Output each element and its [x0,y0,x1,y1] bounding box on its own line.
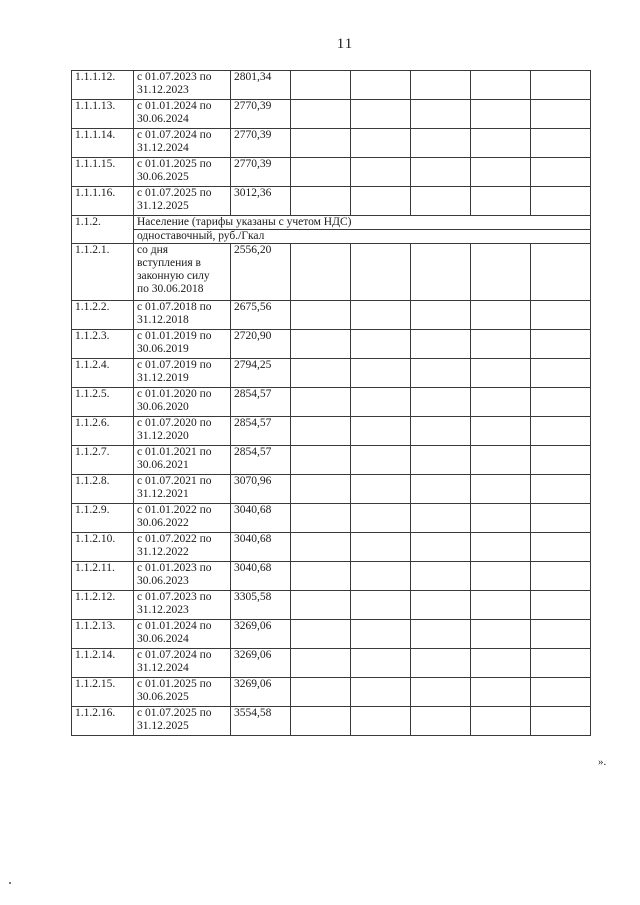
row-value: 3269,06 [231,649,291,678]
empty-cell [471,244,531,301]
row-code: 1.1.1.12. [72,71,134,100]
row-value: 3269,06 [231,620,291,649]
row-period [134,620,231,649]
empty-cell [471,533,531,562]
empty-cell [531,244,591,301]
row-value: 3040,68 [231,533,291,562]
row-code: 1.1.2.15. [72,678,134,707]
empty-cell [471,71,531,100]
empty-cell [351,620,411,649]
empty-cell [291,504,351,533]
empty-cell [531,649,591,678]
row-period [134,446,231,475]
empty-cell [531,100,591,129]
empty-cell [531,678,591,707]
empty-cell [411,475,471,504]
empty-cell [351,649,411,678]
table-row [72,562,591,591]
empty-cell [471,562,531,591]
section-code: 1.1.2. [72,216,134,244]
period-line: с 01.01.2023 по [137,562,212,574]
period-line: законную силу [137,270,210,282]
empty-cell [291,649,351,678]
row-code: 1.1.2.5. [72,388,134,417]
empty-cell [351,678,411,707]
empty-cell [531,129,591,158]
empty-cell [411,562,471,591]
empty-cell [471,301,531,330]
empty-cell [291,301,351,330]
period-line: 31.12.2023 [137,604,189,616]
table-row [72,158,591,187]
empty-cell [531,71,591,100]
empty-cell [531,504,591,533]
period-line: 30.06.2022 [137,517,189,529]
table-row [72,71,591,100]
row-code: 1.1.1.16. [72,187,134,216]
empty-cell [291,187,351,216]
empty-cell [531,707,591,736]
empty-cell [351,562,411,591]
period-line: с 01.01.2025 по [137,158,212,170]
row-value: 2556,20 [231,244,291,301]
empty-cell [471,187,531,216]
empty-cell [471,330,531,359]
page-number: 11 [336,36,354,52]
period-line: 31.12.2018 [137,314,189,326]
row-code: 1.1.1.14. [72,129,134,158]
empty-cell [411,417,471,446]
row-value: 2720,90 [231,330,291,359]
empty-cell [411,504,471,533]
empty-cell [471,446,531,475]
period-line: 30.06.2020 [137,401,189,413]
period-line: 30.06.2024 [137,633,189,645]
empty-cell [291,562,351,591]
row-value: 2794,25 [231,359,291,388]
empty-cell [531,359,591,388]
row-code: 1.1.2.1. [72,244,134,301]
period-line: 31.12.2019 [137,372,189,384]
period-line: с 01.01.2025 по [137,678,212,690]
empty-cell [471,678,531,707]
empty-cell [291,330,351,359]
empty-cell [351,330,411,359]
empty-cell [351,591,411,620]
table-row [72,187,591,216]
period-line: по 30.06.2018 [137,283,204,295]
empty-cell [531,417,591,446]
period-line: с 01.07.2018 по [137,301,212,313]
row-code: 1.1.1.15. [72,158,134,187]
empty-cell [411,187,471,216]
period-line: 30.06.2024 [137,113,189,125]
empty-cell [351,446,411,475]
period-line: 30.06.2019 [137,343,189,355]
row-period [134,330,231,359]
period-line: с 01.07.2023 по [137,71,212,83]
empty-cell [291,678,351,707]
empty-cell [471,504,531,533]
row-period [134,533,231,562]
row-period [134,158,231,187]
row-value: 2770,39 [231,129,291,158]
empty-cell [411,649,471,678]
row-period [134,591,231,620]
row-period [134,707,231,736]
empty-cell [531,591,591,620]
row-code: 1.1.2.4. [72,359,134,388]
empty-cell [351,533,411,562]
period-line: 30.06.2025 [137,691,189,703]
period-line: вступления в [137,257,201,269]
empty-cell [351,417,411,446]
tariff-table [71,70,591,736]
empty-cell [351,71,411,100]
section-subheader-row [72,230,591,244]
empty-cell [531,446,591,475]
row-code: 1.1.2.8. [72,475,134,504]
period-line: с 01.01.2022 по [137,504,212,516]
table-row [72,359,591,388]
period-line: 31.12.2022 [137,546,189,558]
row-value: 3070,96 [231,475,291,504]
table-row [72,100,591,129]
row-period [134,649,231,678]
row-period [134,244,231,301]
empty-cell [471,591,531,620]
empty-cell [291,158,351,187]
table-row [72,388,591,417]
table-row [72,649,591,678]
period-line: 31.12.2021 [137,488,189,500]
row-value: 3040,68 [231,504,291,533]
period-line: с 01.07.2022 по [137,533,212,545]
closing-quote-mark: ». [598,756,607,768]
row-code: 1.1.2.10. [72,533,134,562]
table-row [72,446,591,475]
row-code: 1.1.1.13. [72,100,134,129]
empty-cell [291,533,351,562]
row-code: 1.1.2.13. [72,620,134,649]
row-value: 2770,39 [231,158,291,187]
row-period [134,504,231,533]
empty-cell [351,158,411,187]
section-title: Население (тарифы указаны с учетом НДС) [134,216,591,230]
empty-cell [411,678,471,707]
row-period [134,678,231,707]
row-value: 2854,57 [231,388,291,417]
table-row [72,678,591,707]
empty-cell [411,707,471,736]
table-row [72,244,591,301]
row-code: 1.1.2.6. [72,417,134,446]
row-period [134,100,231,129]
empty-cell [531,388,591,417]
empty-cell [411,129,471,158]
empty-cell [411,533,471,562]
period-line: с 01.07.2023 по [137,591,212,603]
row-code: 1.1.2.3. [72,330,134,359]
empty-cell [291,244,351,301]
empty-cell [531,187,591,216]
empty-cell [291,707,351,736]
period-line: с 01.07.2024 по [137,129,212,141]
row-code: 1.1.2.11. [72,562,134,591]
row-code: 1.1.2.9. [72,504,134,533]
period-line: 30.06.2023 [137,575,189,587]
empty-cell [531,533,591,562]
row-period [134,301,231,330]
empty-cell [291,129,351,158]
empty-cell [351,388,411,417]
empty-cell [411,301,471,330]
empty-cell [471,649,531,678]
table-row [72,417,591,446]
period-line: с 01.07.2025 по [137,187,212,199]
row-value: 3554,58 [231,707,291,736]
empty-cell [531,158,591,187]
row-code: 1.1.2.14. [72,649,134,678]
empty-cell [291,475,351,504]
table-row [72,301,591,330]
period-line: с 01.07.2019 по [137,359,212,371]
empty-cell [291,591,351,620]
empty-cell [471,129,531,158]
empty-cell [291,100,351,129]
row-value: 2770,39 [231,100,291,129]
empty-cell [531,620,591,649]
empty-cell [531,562,591,591]
empty-cell [531,475,591,504]
period-line: с 01.01.2020 по [137,388,212,400]
period-line: со дня [137,244,169,256]
period-line: с 01.01.2024 по [137,100,212,112]
period-line: с 01.07.2024 по [137,649,212,661]
row-period [134,417,231,446]
empty-cell [291,71,351,100]
row-value: 3305,58 [231,591,291,620]
period-line: 31.12.2023 [137,84,189,96]
empty-cell [291,620,351,649]
table-row [72,591,591,620]
row-code: 1.1.2.7. [72,446,134,475]
table-row [72,129,591,158]
table-row [72,533,591,562]
row-value: 2801,34 [231,71,291,100]
row-period [134,71,231,100]
empty-cell [411,388,471,417]
period-line: 30.06.2021 [137,459,189,471]
row-value: 3040,68 [231,562,291,591]
empty-cell [351,707,411,736]
period-line: с 01.07.2020 по [137,417,212,429]
empty-cell [471,475,531,504]
row-period [134,359,231,388]
row-code: 1.1.2.16. [72,707,134,736]
period-line: с 01.01.2024 по [137,620,212,632]
empty-cell [351,301,411,330]
period-line: с 01.01.2021 по [137,446,212,458]
margin-dot [9,882,11,884]
empty-cell [471,707,531,736]
period-line: с 01.01.2019 по [137,330,212,342]
empty-cell [471,100,531,129]
row-period [134,388,231,417]
empty-cell [411,244,471,301]
empty-cell [411,158,471,187]
empty-cell [351,359,411,388]
period-line: с 01.07.2021 по [137,475,212,487]
empty-cell [291,359,351,388]
empty-cell [471,359,531,388]
section-header-row [72,216,591,230]
empty-cell [351,504,411,533]
empty-cell [291,446,351,475]
empty-cell [471,417,531,446]
empty-cell [471,388,531,417]
empty-cell [411,330,471,359]
empty-cell [411,620,471,649]
period-line: с 01.07.2025 по [137,707,212,719]
table-row [72,707,591,736]
empty-cell [531,301,591,330]
empty-cell [411,100,471,129]
table-row [72,620,591,649]
row-period [134,475,231,504]
empty-cell [351,100,411,129]
row-value: 3012,36 [231,187,291,216]
empty-cell [351,187,411,216]
table-row [72,504,591,533]
empty-cell [411,446,471,475]
table-row [72,330,591,359]
row-period [134,187,231,216]
period-line: 31.12.2025 [137,720,189,732]
period-line: 30.06.2025 [137,171,189,183]
empty-cell [351,244,411,301]
empty-cell [411,71,471,100]
row-value: 2675,56 [231,301,291,330]
row-period [134,129,231,158]
row-value: 2854,57 [231,417,291,446]
empty-cell [531,330,591,359]
row-code: 1.1.2.12. [72,591,134,620]
table-row [72,475,591,504]
row-value: 2854,57 [231,446,291,475]
period-line: 31.12.2024 [137,662,189,674]
period-line: 31.12.2024 [137,142,189,154]
empty-cell [291,388,351,417]
section-unit: одноставочный, руб./Гкал [134,230,591,244]
empty-cell [351,475,411,504]
row-value: 3269,06 [231,678,291,707]
empty-cell [471,620,531,649]
row-period [134,562,231,591]
empty-cell [471,158,531,187]
row-code: 1.1.2.2. [72,301,134,330]
empty-cell [411,359,471,388]
empty-cell [411,591,471,620]
empty-cell [351,129,411,158]
period-line: 31.12.2020 [137,430,189,442]
empty-cell [291,417,351,446]
period-line: 31.12.2025 [137,200,189,212]
